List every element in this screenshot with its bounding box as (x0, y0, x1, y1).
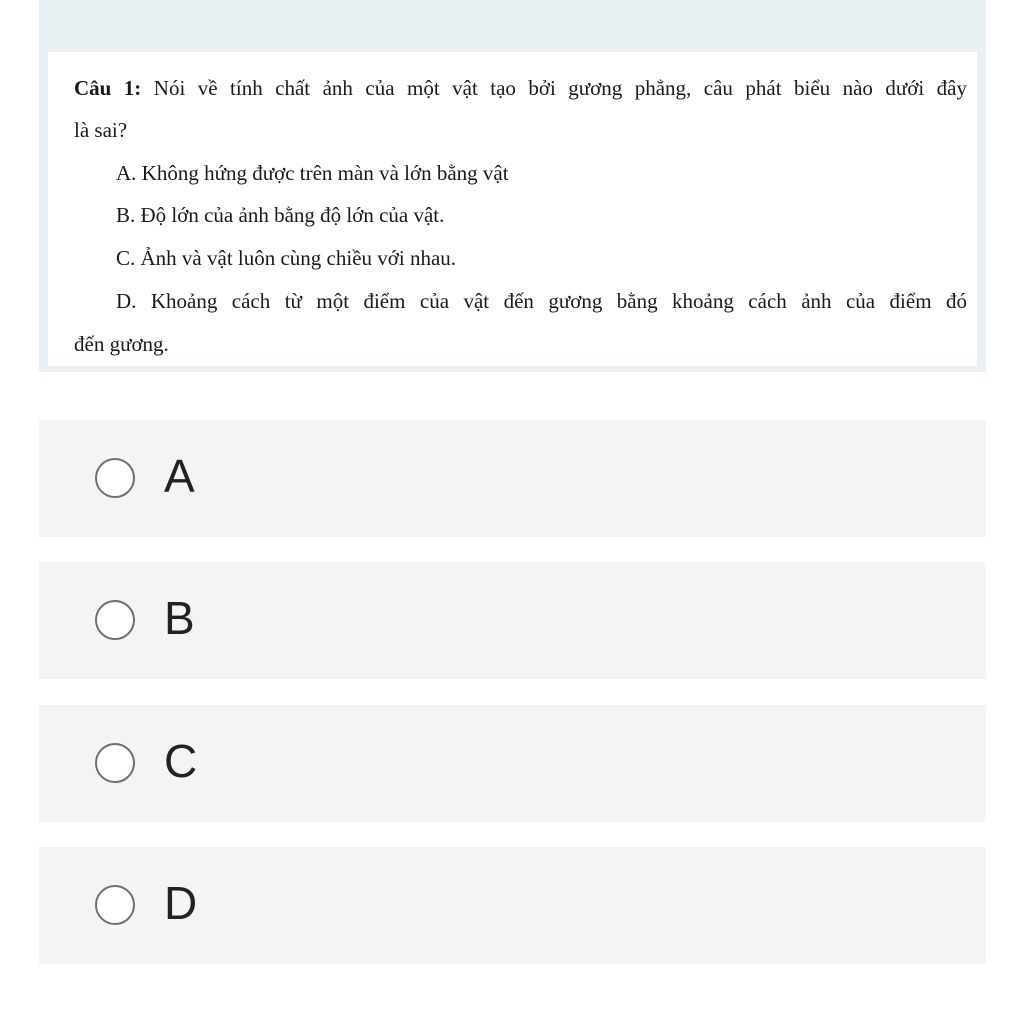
answer-option-d[interactable] (39, 847, 986, 964)
question-choice-c: C. Ảnh và vật luôn cùng chiều với nhau. (116, 246, 457, 270)
answer-option-b[interactable] (39, 562, 986, 679)
question-stem-text: Nói về tính chất ảnh của một vật tạo bởi gương phẳng, câu phát biểu nào dưới đây (153, 76, 967, 100)
answer-option-c[interactable] (39, 705, 986, 822)
answer-option-a[interactable] (39, 420, 986, 537)
answer-label-a: A (164, 450, 195, 502)
question-choice-d-line-1: D. Khoảng cách từ một điểm của vật đến gương bằng khoảng cách ảnh của điểm đó (116, 289, 967, 313)
radio-button-b[interactable] (95, 600, 135, 640)
question-choice-b: B. Độ lớn của ảnh bằng độ lớn của vật. (116, 203, 445, 227)
question-image (48, 52, 977, 366)
answer-label-b: B (164, 592, 195, 644)
question-choice-d-line-2: đến gương. (74, 332, 169, 356)
radio-button-a[interactable] (95, 458, 135, 498)
question-number: Câu 1: (74, 76, 142, 100)
question-stem-line-1 (74, 76, 967, 101)
answer-label-c: C (164, 735, 198, 787)
radio-button-c[interactable] (95, 743, 135, 783)
radio-button-d[interactable] (95, 885, 135, 925)
question-stem-line-2: là sai? (74, 118, 128, 142)
question-choice-a: A. Không hứng được trên màn và lớn bằng vật (116, 161, 509, 185)
answer-label-d: D (164, 877, 198, 929)
